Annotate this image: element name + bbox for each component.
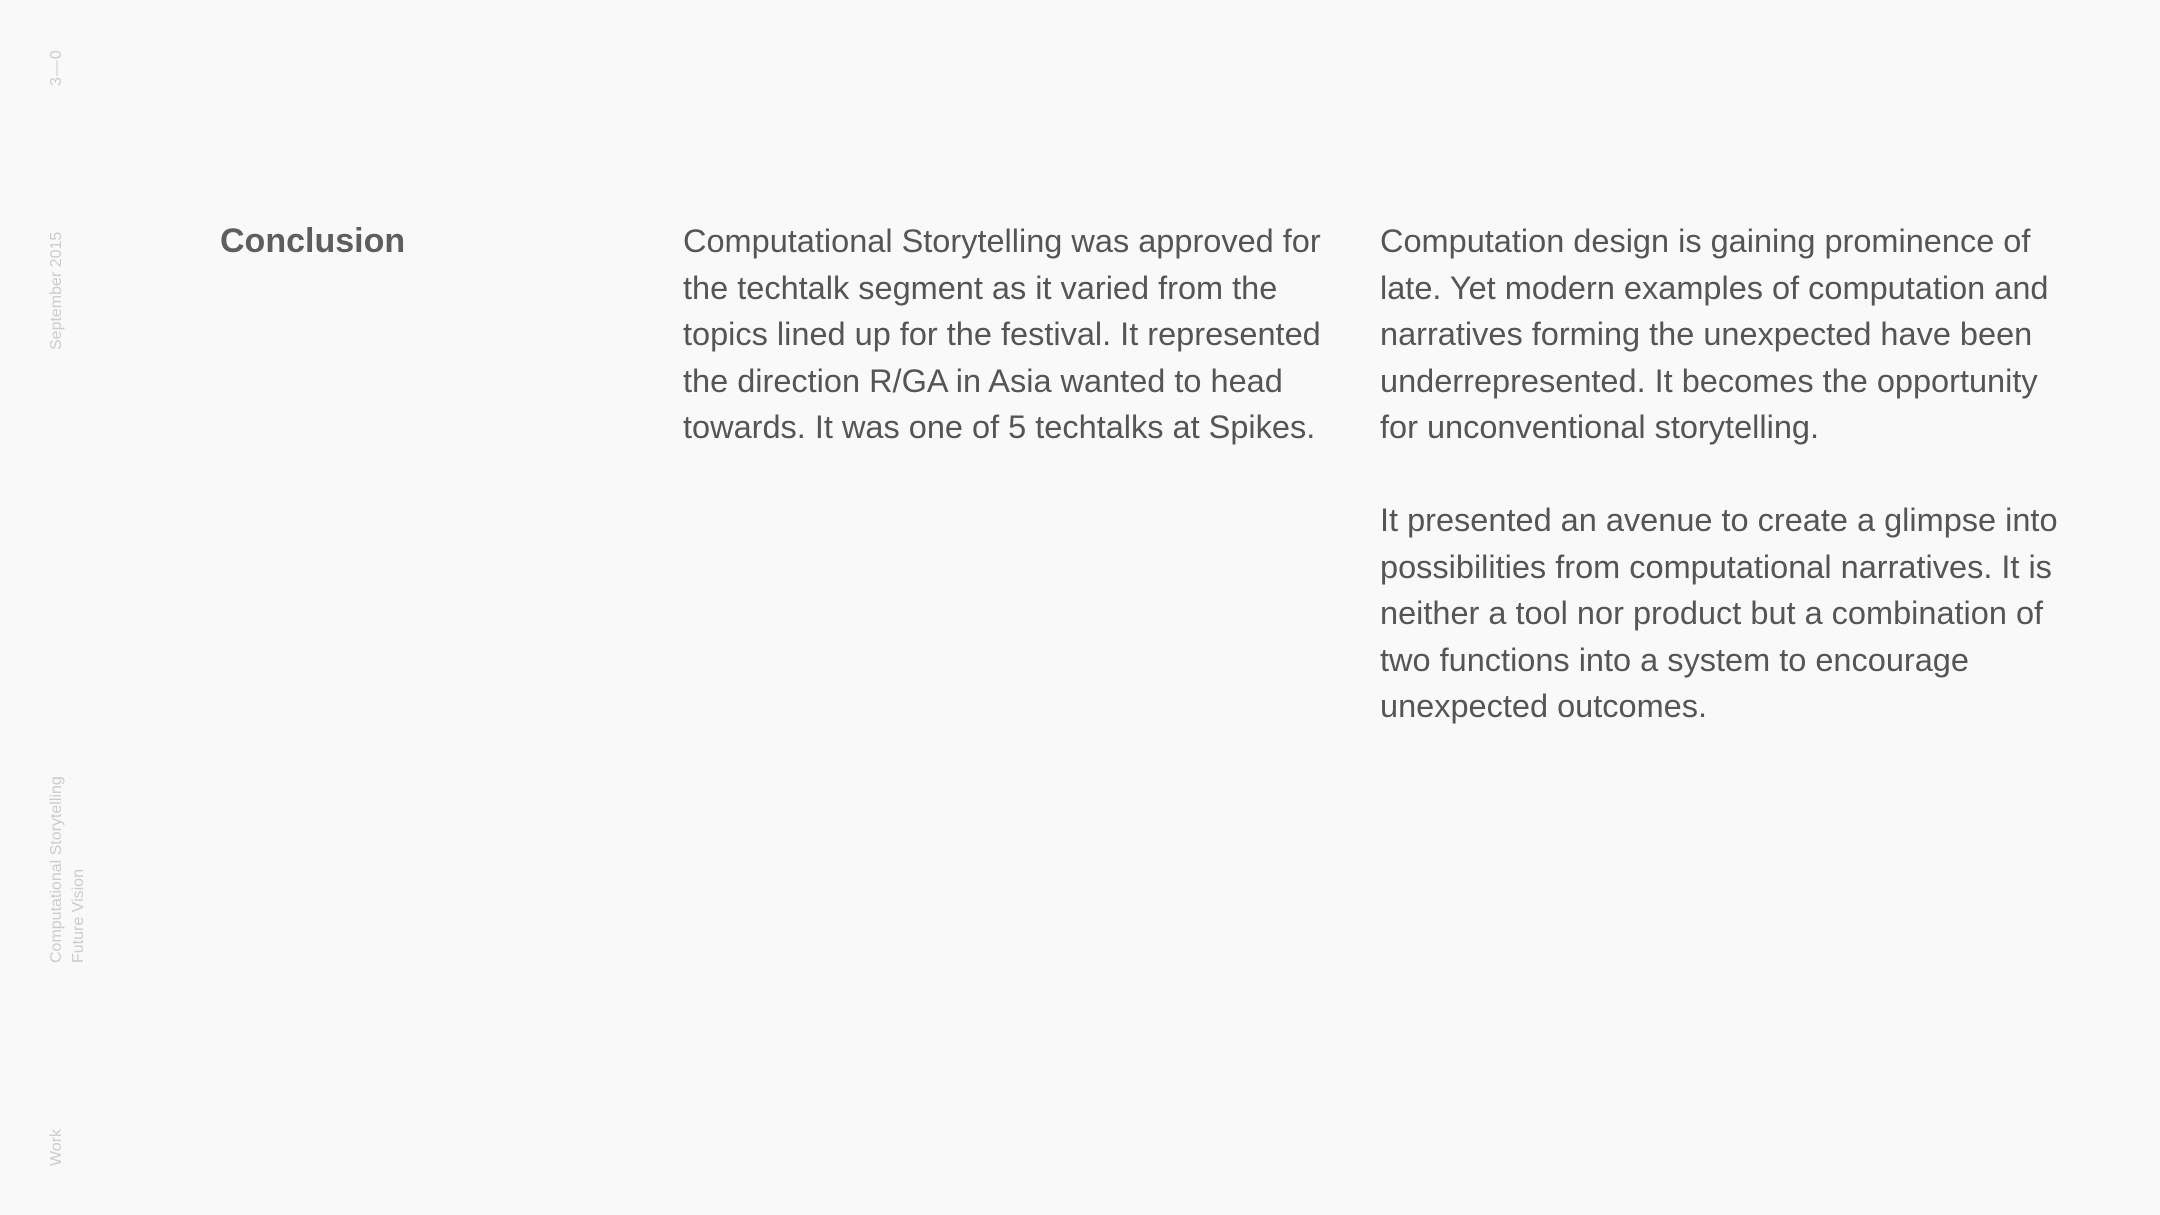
page-index-label: 3—0 xyxy=(48,49,65,86)
left-text-column xyxy=(683,218,1351,497)
right-paragraph-1: Computation design is gaining prominence of late. Yet modern examples of computation and narratives forming the unexpected have been underrepresented. It becomes the opportunity for unconventional storytelling. xyxy=(1380,223,2049,445)
project-label xyxy=(46,776,90,963)
right-text-column xyxy=(1380,218,2080,776)
section-label: Work xyxy=(48,1128,65,1166)
section-title: Conclusion xyxy=(220,222,406,260)
project-subtitle: Future Vision xyxy=(70,869,87,963)
date-label: September 2015 xyxy=(48,231,65,350)
left-paragraph-1: Computational Storytelling was approved for the techtalk segment as it varied from the topics lined up for the festival. It represented the direction R/GA in Asia wanted to head towards. It was one of 5 techtalks at Spikes. xyxy=(683,223,1321,445)
right-paragraph-2: It presented an avenue to create a glimpse into possibilities from computational narratives. It is neither a tool nor product but a combination of two functions into a system to encourage unexpected outcomes. xyxy=(1380,502,2058,724)
project-name: Computational Storytelling xyxy=(48,776,65,963)
